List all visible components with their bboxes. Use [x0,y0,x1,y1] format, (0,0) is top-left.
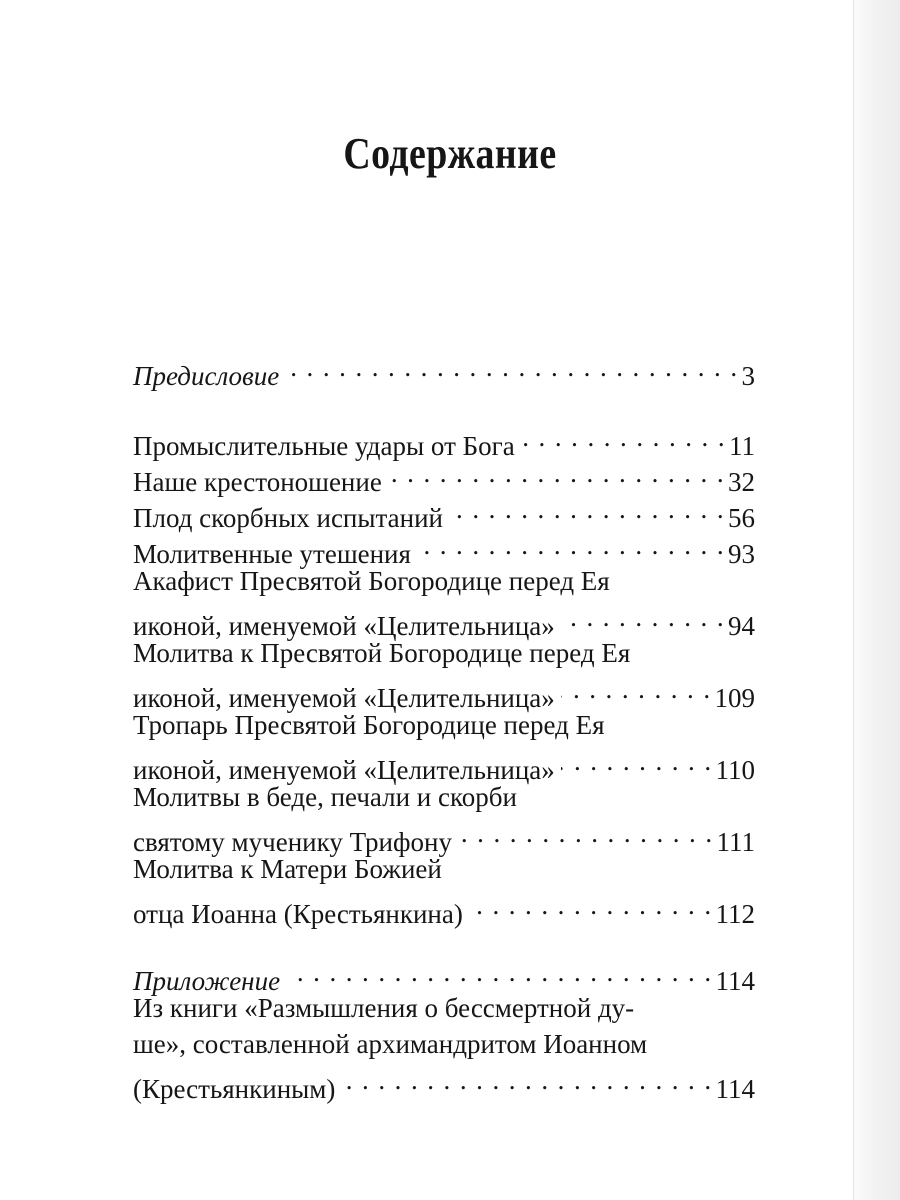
toc-entry-line1 [133,707,755,743]
toc-entry-line2 [133,815,755,857]
toc-page-number: 93 [728,539,755,569]
toc-page-number: 110 [715,755,755,785]
page-title: Содержание [343,129,557,178]
dot-leader [341,1062,712,1098]
dot-leader [561,743,713,779]
toc-page-number: 112 [715,899,755,929]
toc-entry-preface [133,349,755,391]
toc-page-number: 114 [715,966,755,996]
toc-page-number: 94 [728,611,755,641]
toc-entry-line2 [133,743,755,785]
table-of-contents [133,349,755,1104]
toc-page-number: 11 [729,431,755,461]
toc-entry-title: иконой, именуемой «Целительница» [133,683,555,713]
toc-entry-title: Плод скорбных испытаний [133,503,443,533]
toc-entry-line2 [133,599,755,641]
toc-entry-title: иконой, именуемой «Целительница» [133,755,555,785]
toc-entry-title: Тропарь Пресвятой Богородице перед Ея [133,710,605,740]
toc-entry-title: отца Иоанна (Крестьянкина) [133,899,463,929]
toc-entry-line2 [133,671,755,713]
dot-leader [561,671,712,707]
page-edge [853,0,900,1200]
dot-leader [286,954,712,990]
toc-page-number: 56 [728,503,755,533]
toc-entry-title: иконой, именуемой «Целительница» [133,611,555,641]
dot-leader [458,815,714,851]
toc-entry-line2 [133,887,755,929]
dot-leader [417,527,725,563]
toc-entry [133,419,755,461]
toc-page-number: 3 [741,361,755,391]
toc-entry-title: Приложение [133,966,281,996]
dot-leader [388,455,725,491]
toc-entry-line1 [133,990,755,1026]
toc-entry-appendix [133,954,755,996]
toc-entry-title: Предисловие [133,361,280,391]
dot-leader [469,887,713,923]
toc-entry-line1 [133,779,755,815]
toc-entry-title: Молитвы в беде, печали и скорби [133,782,517,812]
toc-page-number: 111 [716,827,755,857]
dot-leader [561,599,725,635]
toc-page-number: 109 [714,683,755,713]
toc-entry-title: Наше крестоношение [133,467,382,497]
toc-entry-title: Акафист Пресвятой Богородице перед Ея [133,566,610,596]
toc-entry-line1 [133,635,755,671]
toc-page-number: 114 [715,1074,755,1104]
dot-leader [285,349,738,385]
toc-page-number: 32 [728,467,755,497]
toc-entry-line1 [133,563,755,599]
toc-entry-title: ше», составленной архимандритом Иоанном [133,1029,648,1059]
toc-entry-title: Промыслительные удары от Бога [133,431,515,461]
toc-entry-title: Молитва к Матери Божией [133,854,442,884]
toc-entry-title: Молитвенные утешения [133,539,411,569]
dot-leader [521,419,726,455]
toc-entry-line2 [133,1026,755,1062]
toc-entry-title: Молитва к Пресвятой Богородице перед Ея [133,638,631,668]
toc-entry-line3 [133,1062,755,1104]
toc-entry-title: святому мученику Трифону [133,827,452,857]
toc-entry-title: (Крестьянкиным) [133,1074,336,1104]
toc-entry-title: Из книги «Размышления о бессмертной ду- [133,993,635,1023]
dot-leader [449,491,725,527]
